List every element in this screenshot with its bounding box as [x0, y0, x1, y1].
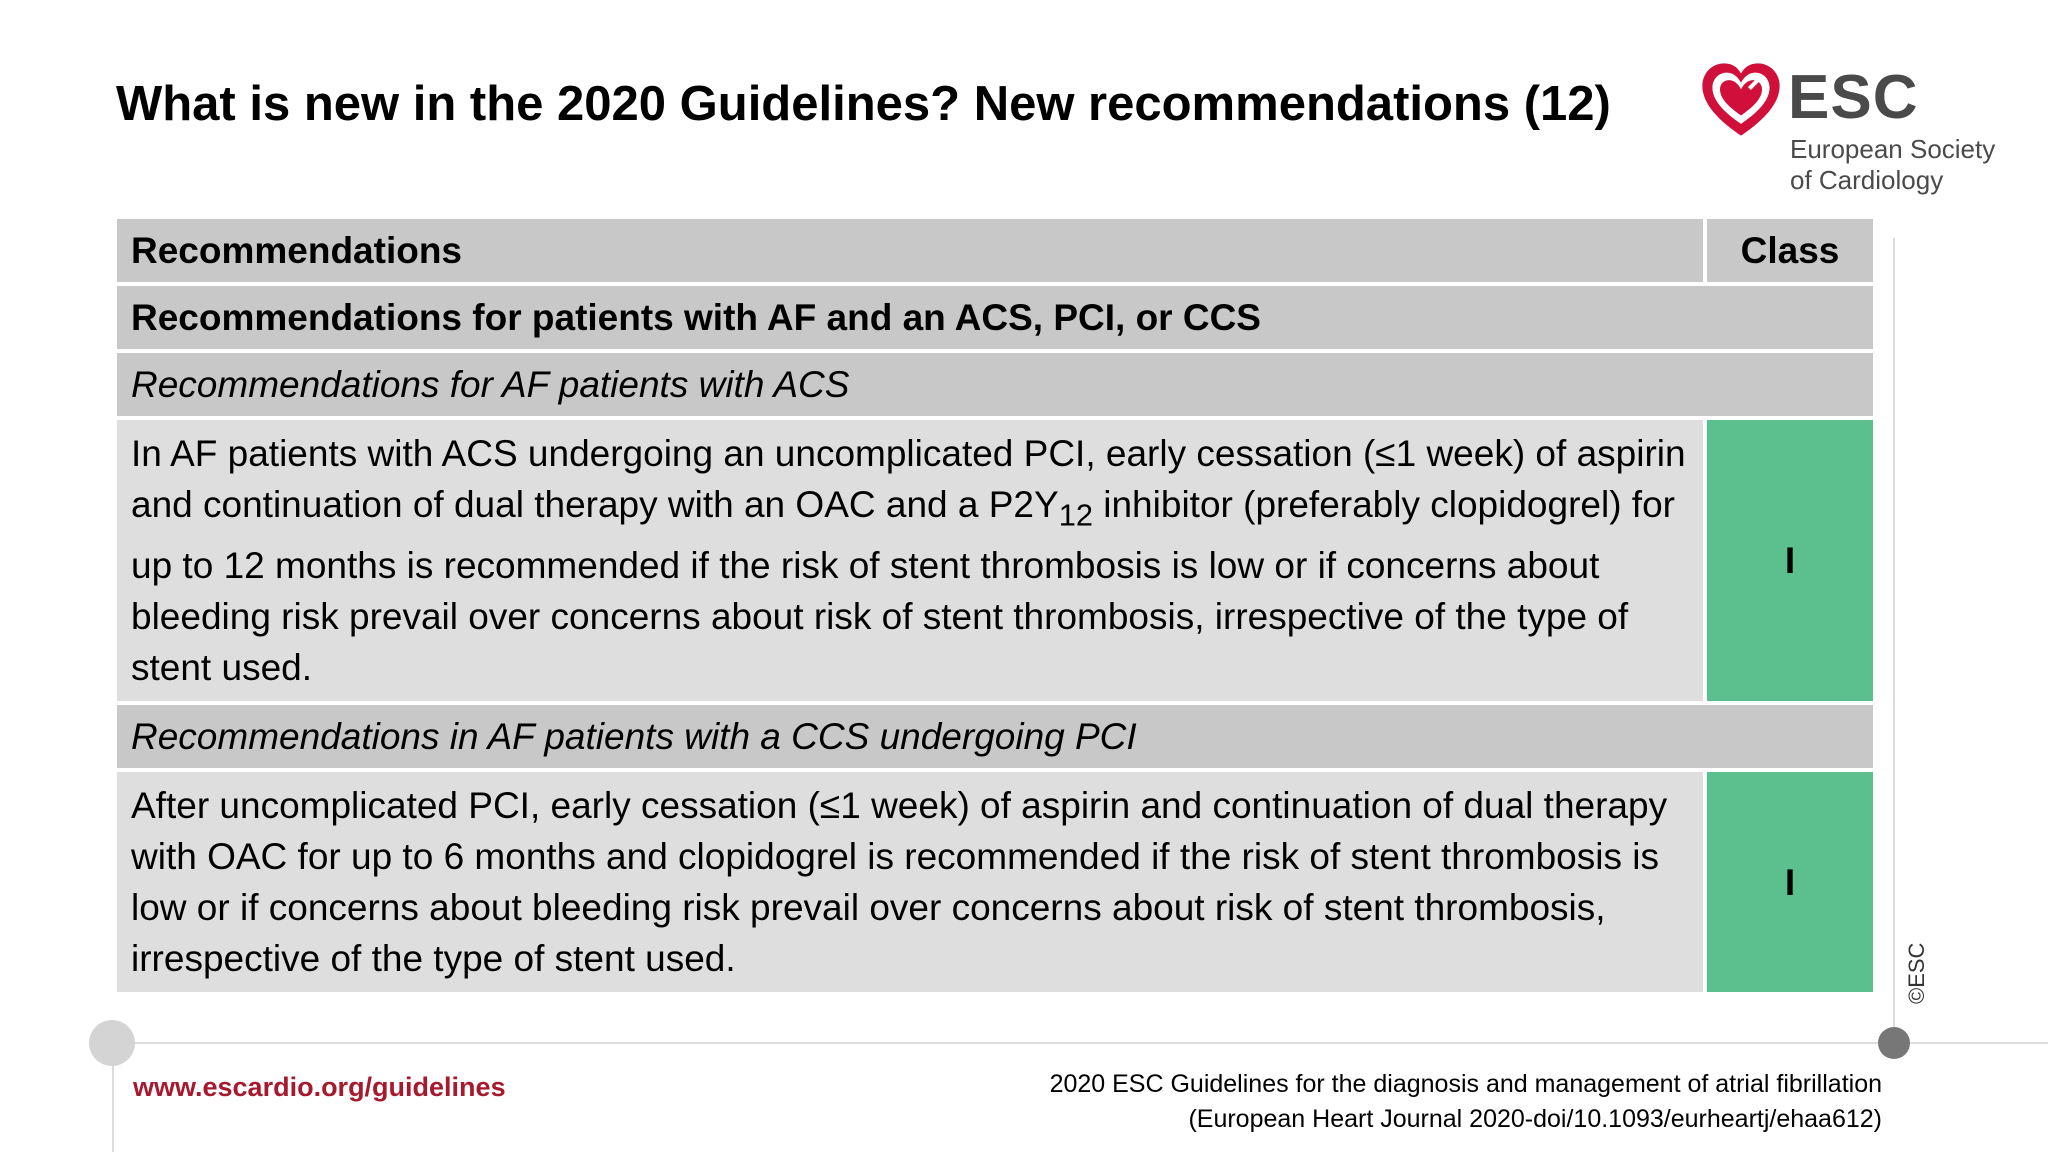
citation [1050, 1067, 1882, 1137]
citation-line-2: (European Heart Journal 2020-doi/10.1093/eurheartj/ehaa612) [1188, 1105, 1882, 1133]
citation-line-1: 2020 ESC Guidelines for the diagnosis and management of atrial fibrillation [1049, 1070, 1882, 1098]
logo-wordmark: ESC [1788, 63, 1919, 132]
header-class: Class [1707, 219, 1873, 282]
right-divider-line [1893, 238, 1895, 1043]
recommendation-text-2: After uncomplicated PCI, early cessation (≤1 week) of aspirin and continuation of dual therapy with OAC for up to 6 months and clopidogrel is recommended if the risk of stent thrombosis is low or if concerns about bleeding risk prevail over concerns about risk of stent thrombosis, irrespective of the type of stent used. [117, 772, 1703, 992]
esc-logo [1695, 58, 1995, 198]
subsection-row-ccs [117, 705, 1873, 768]
rec1-text-end: inhibitor (preferably clopidogrel) for up to 12 months is recommended if the risk of stent thrombosis is low or if concerns about bleeding risk prevail over concerns about risk of stent thrombosis, irrespective of the type of stent used. [131, 484, 1675, 689]
subsection-title-ccs: Recommendations in AF patients with a CCS undergoing PCI [117, 705, 1873, 768]
table-header-row [117, 219, 1873, 282]
logo-line-2: of Cardiology [1790, 165, 1944, 195]
header-recommendations: Recommendations [117, 219, 1703, 282]
recommendation-row-1 [117, 420, 1873, 701]
class-badge-1: I [1707, 420, 1873, 701]
heart-logo-icon [1699, 60, 1783, 144]
rec1-subscript: 12 [1058, 497, 1093, 533]
class-badge-2: I [1707, 772, 1873, 992]
copyright-label: ©ESC [1904, 942, 1929, 1004]
footer-right-dot [1878, 1027, 1910, 1059]
page-title: What is new in the 2020 Guidelines? New recommendations (12) [116, 77, 1611, 131]
recommendation-text-1 [117, 420, 1703, 701]
footer-left-dot [89, 1020, 135, 1066]
recommendations-table [117, 219, 1873, 996]
footer-divider-line [112, 1042, 2048, 1044]
subsection-row-acs [117, 353, 1873, 416]
section-title: Recommendations for patients with AF and an ACS, PCI, or CCS [117, 286, 1873, 349]
guidelines-link[interactable]: www.escardio.org/guidelines [133, 1072, 506, 1102]
rec1-text-start: In AF patients with ACS undergoing an uncomplicated PCI, early cessation (≤1 week) of aspirin and continuation of dual therapy with an OAC and a P2Y [131, 433, 1686, 525]
recommendation-row-2 [117, 772, 1873, 992]
subsection-title-acs: Recommendations for AF patients with ACS [117, 353, 1873, 416]
logo-society-name [1790, 134, 1995, 196]
logo-line-1: European Society [1790, 134, 1996, 164]
section-row [117, 286, 1873, 349]
